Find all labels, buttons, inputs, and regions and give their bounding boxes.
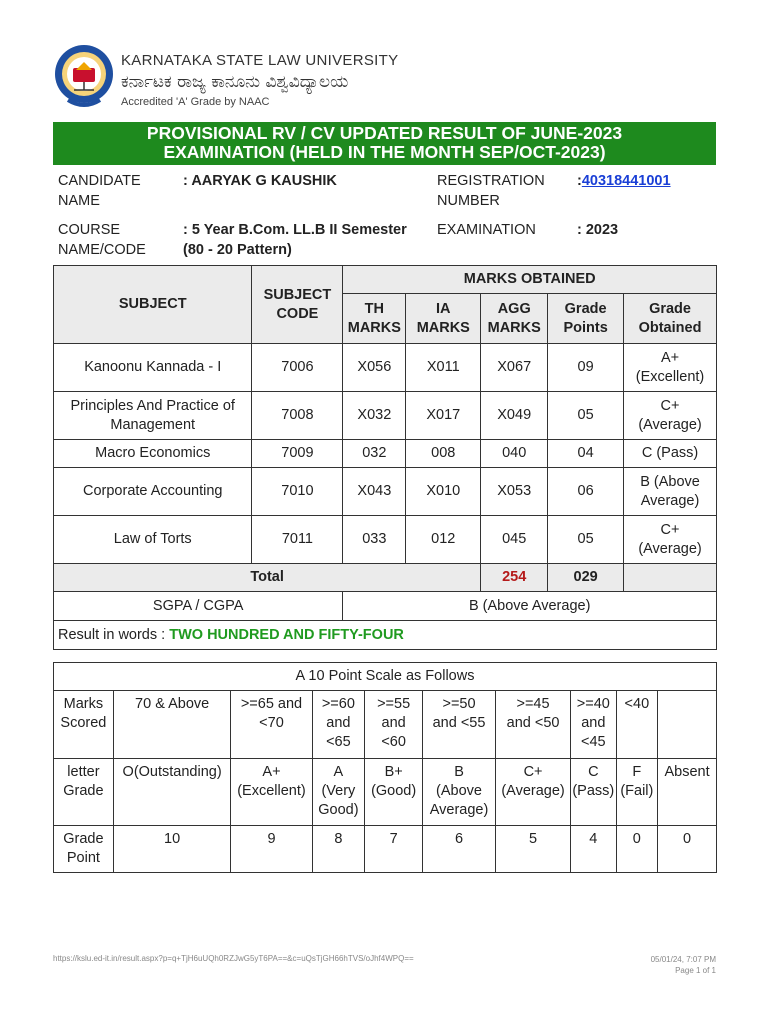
registration-label: REGISTRATION NUMBER xyxy=(437,173,545,209)
banner-line-2: EXAMINATION (HELD IN THE MONTH SEP/OCT-2023) xyxy=(163,142,606,162)
agg-marks: X049 xyxy=(481,392,548,440)
scale-row-label: letter Grade xyxy=(54,759,114,826)
sgpa-label: SGPA / CGPA xyxy=(54,592,343,621)
th-marks: X056 xyxy=(343,344,406,392)
total-agg-marks: 254 xyxy=(481,564,548,592)
header-grade-points: Grade Points xyxy=(548,294,624,344)
ia-marks: X017 xyxy=(406,392,481,440)
result-words-label: Result in words : xyxy=(58,626,170,643)
agg-marks: 040 xyxy=(481,440,548,468)
grade-obtained: B (Above Average) xyxy=(624,468,717,516)
scale-title: A 10 Point Scale as Follows xyxy=(54,663,717,691)
registration-value: :40318441001 xyxy=(577,173,671,189)
banner-line-1: PROVISIONAL RV / CV UPDATED RESULT OF JUNE-2023 xyxy=(146,123,623,143)
scale-cell xyxy=(658,691,717,759)
grade-obtained: C+ (Average) xyxy=(624,392,717,440)
university-header xyxy=(54,44,474,114)
scale-cell: >=50 and <55 xyxy=(423,691,496,759)
scale-row-label: Grade Point xyxy=(54,826,114,873)
scale-cell: 9 xyxy=(231,826,312,873)
page-url: https://kslu.ed-it.in/result.aspx?p=q+TjH6uUQh0RZJwG5yT6PA==&c=uQsTjGH66hTVS/oJhf4WPQ== xyxy=(53,954,414,963)
subject-code: 7008 xyxy=(252,392,343,440)
subject-code: 7010 xyxy=(252,468,343,516)
result-words-cell xyxy=(54,621,717,650)
ia-marks: 008 xyxy=(406,440,481,468)
scale-cell: >=65 and <70 xyxy=(231,691,312,759)
marks-table xyxy=(53,265,717,650)
examination-value: : 2023 xyxy=(577,222,619,238)
result-words-row xyxy=(54,621,717,650)
grade-points: 04 xyxy=(548,440,624,468)
scale-cell: 70 & Above xyxy=(113,691,231,759)
table-row xyxy=(54,468,717,516)
agg-marks: X067 xyxy=(481,344,548,392)
grade-obtained: C+ (Average) xyxy=(624,516,717,564)
scale-cell: A (Very Good) xyxy=(312,759,365,826)
scale-cell: 4 xyxy=(571,826,617,873)
ia-marks: X011 xyxy=(406,344,481,392)
subject-name: Corporate Accounting xyxy=(54,468,252,516)
university-seal-icon xyxy=(54,44,114,110)
subject-code: 7009 xyxy=(252,440,343,468)
grade-points: 06 xyxy=(548,468,624,516)
marks-header-row-1 xyxy=(54,266,717,294)
course-value: : 5 Year B.Com. LL.B II Semester (80 - 20 Pattern) xyxy=(183,222,407,258)
scale-cell: B (Above Average) xyxy=(423,759,496,826)
grade-points: 05 xyxy=(548,516,624,564)
scale-cell: A+ (Excellent) xyxy=(231,759,312,826)
ia-marks: X010 xyxy=(406,468,481,516)
scale-cell: F (Fail) xyxy=(616,759,658,826)
university-name-kannada: ಕರ್ನಾಟಕ ರಾಜ್ಯ ಕಾನೂನು ವಿಶ್ವವಿದ್ಯಾಲಯ xyxy=(121,72,349,92)
th-marks: X043 xyxy=(343,468,406,516)
table-row xyxy=(54,440,717,468)
header-subject-code: SUBJECT CODE xyxy=(252,266,343,344)
page-footer-info xyxy=(651,954,716,976)
scale-cell: 5 xyxy=(496,826,571,873)
subject-name: Kanoonu Kannada - I xyxy=(54,344,252,392)
header-subject: SUBJECT xyxy=(54,266,252,344)
total-empty-cell xyxy=(624,564,717,592)
sgpa-value: B (Above Average) xyxy=(343,592,717,621)
scale-letter-row xyxy=(54,759,717,826)
header-th-marks: TH MARKS xyxy=(343,294,406,344)
grade-obtained: C (Pass) xyxy=(624,440,717,468)
scale-cell: <40 xyxy=(616,691,658,759)
accreditation-text: Accredited 'A' Grade by NAAC xyxy=(121,96,270,108)
header-ia-marks: IA MARKS xyxy=(406,294,481,344)
scale-cell: >=55 and <60 xyxy=(365,691,423,759)
university-name-english: KARNATAKA STATE LAW UNIVERSITY xyxy=(121,52,399,69)
candidate-name-value: : AARYAK G KAUSHIK xyxy=(183,173,337,189)
scale-cell: C+ (Average) xyxy=(496,759,571,826)
scale-cell: >=40 and <45 xyxy=(571,691,617,759)
th-marks: X032 xyxy=(343,392,406,440)
page-number: Page 1 of 1 xyxy=(675,966,716,975)
scale-cell: >=45 and <50 xyxy=(496,691,571,759)
scale-cell: 10 xyxy=(113,826,231,873)
scale-marks-row xyxy=(54,691,717,759)
subject-code: 7011 xyxy=(252,516,343,564)
table-row xyxy=(54,392,717,440)
print-datetime: 05/01/24, 7:07 PM xyxy=(650,955,716,964)
agg-marks: 045 xyxy=(481,516,548,564)
scale-cell: 0 xyxy=(616,826,658,873)
candidate-name-label: CANDIDATE NAME xyxy=(58,173,141,209)
header-marks-obtained: MARKS OBTAINED xyxy=(343,266,717,294)
course-label: COURSE NAME/CODE xyxy=(58,222,146,258)
th-marks: 032 xyxy=(343,440,406,468)
table-row xyxy=(54,516,717,564)
registration-number-link[interactable]: 40318441001 xyxy=(581,173,671,189)
result-words-value: TWO HUNDRED AND FIFTY-FOUR xyxy=(169,626,404,643)
total-row xyxy=(54,564,717,592)
agg-marks: X053 xyxy=(481,468,548,516)
result-banner xyxy=(53,122,716,165)
header-grade-obtained: Grade Obtained xyxy=(624,294,717,344)
scale-cell: C (Pass) xyxy=(571,759,617,826)
scale-cell: 0 xyxy=(658,826,717,873)
scale-cell: 7 xyxy=(365,826,423,873)
grade-points: 09 xyxy=(548,344,624,392)
subject-name: Law of Torts xyxy=(54,516,252,564)
total-grade-points: 029 xyxy=(548,564,624,592)
subject-name: Macro Economics xyxy=(54,440,252,468)
scale-cell: Absent xyxy=(658,759,717,826)
scale-point-row xyxy=(54,826,717,873)
scale-cell: 8 xyxy=(312,826,365,873)
scale-cell: B+ (Good) xyxy=(365,759,423,826)
subject-name: Principles And Practice of Management xyxy=(54,392,252,440)
ia-marks: 012 xyxy=(406,516,481,564)
subject-code: 7006 xyxy=(252,344,343,392)
scale-cell: >=60 and <65 xyxy=(312,691,365,759)
total-label: Total xyxy=(54,564,481,592)
grade-scale-table xyxy=(53,662,717,873)
examination-label: EXAMINATION xyxy=(437,222,536,238)
scale-title-row xyxy=(54,663,717,691)
sgpa-row xyxy=(54,592,717,621)
scale-cell: 6 xyxy=(423,826,496,873)
grade-points: 05 xyxy=(548,392,624,440)
th-marks: 033 xyxy=(343,516,406,564)
scale-cell: O(Outstanding) xyxy=(113,759,231,826)
header-agg-marks: AGG MARKS xyxy=(481,294,548,344)
scale-row-label: Marks Scored xyxy=(54,691,114,759)
table-row xyxy=(54,344,717,392)
grade-obtained: A+ (Excellent) xyxy=(624,344,717,392)
